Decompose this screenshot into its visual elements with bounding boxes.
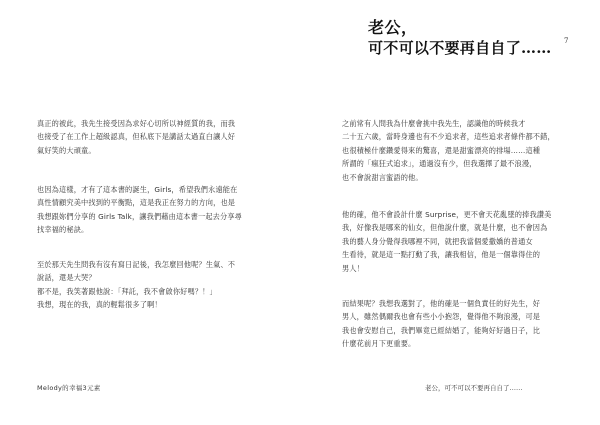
text-line: 氣好笑的大頑童。 xyxy=(37,145,96,155)
text-line: 而結果呢？我想我選對了，他的確是一個負責任的好先生，好 xyxy=(342,299,541,308)
text-line: 所謂的「瘋狂式追求」，通過沒有少，但我選擇了最不浪漫， xyxy=(342,159,537,169)
text-line: 也接受了在工作上超級認真，但私底下是講話太過直白讓人好 xyxy=(37,132,236,142)
left-paragraph-3 xyxy=(37,258,235,312)
headline-line-1: 老公， xyxy=(368,18,418,37)
left-paragraph-2 xyxy=(37,183,242,237)
text-line: 我的藝人身分覺得我哪裡不同，就把我當個愛撒嬌的普通女 xyxy=(342,236,533,246)
text-line: 至於那天先生問我有沒有寫日記後，我怎麼回他呢？生氣、不 xyxy=(37,260,236,269)
text-line: 說話，還是大哭？ xyxy=(37,273,96,283)
text-line: 我也會安慰自己，我們畢竟已經結婚了，能夠好好過日子，比 xyxy=(342,325,541,335)
right-paragraph-3 xyxy=(342,297,540,351)
text-line: 也很積極什麼鑽愛得來的驚喜，還是甜蜜漂亮的排場……這種 xyxy=(342,145,541,155)
running-footer-right: 老公，可不可以不要再自自了…… xyxy=(425,384,523,392)
text-line: 生看待，就是這一點打動了我，讓我相信，他是一個靠得住的 xyxy=(342,250,541,260)
chapter-headline xyxy=(368,17,568,59)
right-paragraph-1 xyxy=(342,117,555,184)
right-paragraph-2 xyxy=(342,208,552,275)
page-number: 7 xyxy=(564,37,569,45)
text-line: 真正的被此，我先生接受因為求好心切所以神經質的我，而我 xyxy=(37,119,236,128)
text-line: 二十五六歲，當時身邊也有不少追求者，這些追求者條件都不錯， xyxy=(342,132,555,142)
text-line: 男人，雖然偶爾我也會有些小小抱怨，覺得他不夠浪漫，可是 xyxy=(342,312,541,322)
text-line: 他的確，他不會設計什麼 Surprise，更不會天花亂墜的捧我讚美 xyxy=(342,210,552,219)
headline-line-2: 可不可以不要再自自了…… xyxy=(368,39,552,57)
text-line: 什麼花前月下更重要。 xyxy=(342,339,416,349)
text-line: 之前常有人問我為什麼會挑中我先生，認識他的時候我才 xyxy=(342,119,526,128)
text-line: 我想跟妳們分享的 Girls Talk，讓我們藉由這本書一起去分享尋 xyxy=(37,211,243,221)
text-line: 我想，現在的我，真的輕鬆很多了啊！ xyxy=(37,300,162,310)
text-line: 找幸福的秘訣。 xyxy=(37,225,89,235)
text-line: 也因為這樣，才有了這本書的誕生，Girls，希望我們永遠能在 xyxy=(37,185,238,194)
text-line: 我，好像我是哪來的仙女，但他說什麼，就是什麼，也不會因為 xyxy=(342,223,548,233)
text-line: 男人！ xyxy=(342,263,365,273)
text-line: 都不是，我笑著跟他說：「拜託，我不會啟你好嗎？！」 xyxy=(37,286,217,296)
text-line: 真性情顧究美中找到的平衡點，這是我正在努力的方向，也是 xyxy=(37,198,236,208)
left-paragraph-1 xyxy=(37,117,235,157)
running-footer-left: Melody的幸福3元素 xyxy=(37,384,101,392)
text-line: 也不會說甜言蜜語的他。 xyxy=(342,172,423,182)
